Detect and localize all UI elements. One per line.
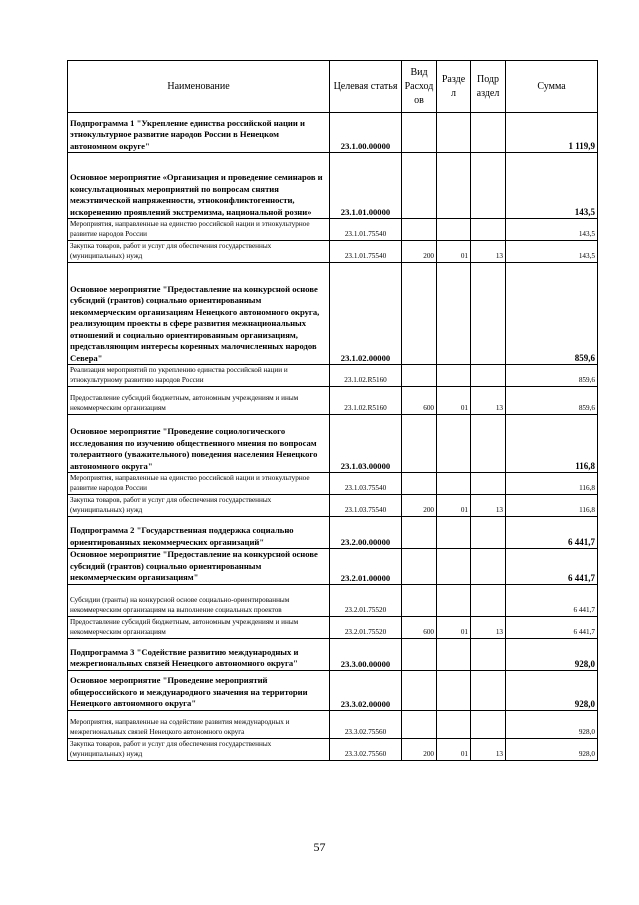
row-amount: 6 441,7 (506, 549, 598, 585)
row-subsection: 13 (471, 616, 506, 638)
row-section: 01 (437, 495, 471, 517)
row-subsection (471, 584, 506, 616)
row-subsection: 13 (471, 241, 506, 263)
row-section (437, 638, 471, 670)
table-row (68, 517, 598, 549)
row-code: 23.3.02.75560 (330, 710, 402, 738)
table-row (68, 584, 598, 616)
row-subsection (471, 219, 506, 241)
row-expense-type (402, 113, 437, 153)
row-subsection (471, 517, 506, 549)
row-code: 23.3.02.75560 (330, 738, 402, 760)
row-code: 23.2.01.75520 (330, 584, 402, 616)
row-amount: 116,8 (506, 415, 598, 473)
table-row (68, 219, 598, 241)
row-amount: 859,6 (506, 263, 598, 365)
table-row (68, 638, 598, 670)
row-subsection (471, 638, 506, 670)
row-code: 23.1.01.75540 (330, 219, 402, 241)
row-amount: 143,5 (506, 153, 598, 219)
row-name: Подпрограмма 1 "Укрепление единства российской нации и этнокультурное развитие народов России в Ненецком автономном округе" (68, 113, 330, 153)
table-header-row (68, 61, 598, 113)
row-code: 23.1.03.75540 (330, 495, 402, 517)
table-row (68, 241, 598, 263)
row-section (437, 670, 471, 710)
row-name: Субсидии (гранты) на конкурсной основе социально-ориентированным некоммерческим организациям на выполнение социальных проектов (68, 584, 330, 616)
row-section: 01 (437, 738, 471, 760)
row-expense-type: 600 (402, 387, 437, 415)
row-name: Подпрограмма 3 "Содействие развитию международных и межрегиональных связей Ненецкого автономного округа" (68, 638, 330, 670)
row-expense-type (402, 670, 437, 710)
row-amount: 928,0 (506, 738, 598, 760)
row-subsection (471, 670, 506, 710)
row-name: Реализация мероприятий по укреплению единства российской нации и этнокультурному развитию народов России (68, 365, 330, 387)
header-code: Целевая статья (330, 61, 402, 113)
row-section (437, 549, 471, 585)
row-code: 23.1.00.00000 (330, 113, 402, 153)
row-name: Основное мероприятие "Проведение социологического исследования по изучению общественного мнения по вопросам толерантного (уважительного) поведения населения Ненецкого автономного округа" (68, 415, 330, 473)
row-name: Подпрограмма 2 "Государственная поддержка социально ориентированных некоммерческих организаций" (68, 517, 330, 549)
row-section (437, 113, 471, 153)
row-code: 23.2.01.75520 (330, 616, 402, 638)
row-code: 23.3.00.00000 (330, 638, 402, 670)
header-amount: Сумма (506, 61, 598, 113)
row-section (437, 517, 471, 549)
row-name: Предоставление субсидий бюджетным, автономным учреждениям и иным некоммерческим организациям (68, 616, 330, 638)
row-subsection (471, 473, 506, 495)
row-expense-type (402, 473, 437, 495)
row-amount: 1 119,9 (506, 113, 598, 153)
row-amount: 928,0 (506, 670, 598, 710)
row-subsection (471, 710, 506, 738)
table-row (68, 738, 598, 760)
row-expense-type (402, 365, 437, 387)
table-row (68, 473, 598, 495)
row-section: 01 (437, 616, 471, 638)
row-expense-type (402, 584, 437, 616)
row-subsection (471, 153, 506, 219)
row-name: Предоставление субсидий бюджетным, автономным учреждениям и иным некоммерческим организациям (68, 387, 330, 415)
row-subsection: 13 (471, 495, 506, 517)
page-number: 57 (313, 840, 326, 854)
row-expense-type (402, 517, 437, 549)
row-amount: 6 441,7 (506, 517, 598, 549)
row-expense-type: 200 (402, 495, 437, 517)
row-expense-type (402, 263, 437, 365)
row-amount: 6 441,7 (506, 616, 598, 638)
row-amount: 116,8 (506, 495, 598, 517)
row-subsection (471, 365, 506, 387)
table-row (68, 263, 598, 365)
row-code: 23.2.01.00000 (330, 549, 402, 585)
row-section (437, 415, 471, 473)
row-amount: 928,0 (506, 638, 598, 670)
row-subsection: 13 (471, 387, 506, 415)
row-expense-type (402, 549, 437, 585)
row-subsection (471, 113, 506, 153)
header-section: Разде л (437, 61, 471, 113)
row-expense-type (402, 638, 437, 670)
row-amount: 143,5 (506, 241, 598, 263)
row-expense-type: 200 (402, 241, 437, 263)
row-amount: 859,6 (506, 387, 598, 415)
row-name: Основное мероприятие "Предоставление на конкурсной основе субсидий (грантов) социально ориентированным некоммерческим организациям Ненецкого автономного округа, реализующим проекты в сфере развития межнациональных отношений и социально ориентированным организациям, представляющим интересы коренных малочисленных народов Севера" (68, 263, 330, 365)
row-subsection (471, 415, 506, 473)
header-name: Наименование (68, 61, 330, 113)
row-section (437, 473, 471, 495)
row-amount: 143,5 (506, 219, 598, 241)
table-row (68, 495, 598, 517)
table-row (68, 113, 598, 153)
row-section (437, 263, 471, 365)
row-name: Основное мероприятие "Проведение мероприятий общероссийского и международного значения на территории Ненецкого автономного округа" (68, 670, 330, 710)
row-expense-type (402, 710, 437, 738)
row-section (437, 584, 471, 616)
row-code: 23.3.02.00000 (330, 670, 402, 710)
row-amount: 859,6 (506, 365, 598, 387)
budget-table (67, 60, 598, 761)
table-row (68, 387, 598, 415)
row-code: 23.1.02.R5160 (330, 365, 402, 387)
table-row (68, 549, 598, 585)
header-expense-type: Вид Расход ов (402, 61, 437, 113)
row-name: Основное мероприятие "Предоставление на конкурсной основе субсидий (грантов) социально ориентированным некоммерческим организациям" (68, 549, 330, 585)
row-amount: 116,8 (506, 473, 598, 495)
table-row (68, 670, 598, 710)
row-subsection: 13 (471, 738, 506, 760)
row-amount: 928,0 (506, 710, 598, 738)
row-name: Закупка товаров, работ и услуг для обеспечения государственных (муниципальных) нужд (68, 738, 330, 760)
row-name: Закупка товаров, работ и услуг для обеспечения государственных (муниципальных) нужд (68, 495, 330, 517)
row-section (437, 153, 471, 219)
header-subsection: Подр аздел (471, 61, 506, 113)
row-code: 23.1.03.00000 (330, 415, 402, 473)
row-section: 01 (437, 241, 471, 263)
row-amount: 6 441,7 (506, 584, 598, 616)
row-code: 23.1.01.00000 (330, 153, 402, 219)
row-code: 23.1.02.00000 (330, 263, 402, 365)
row-section (437, 219, 471, 241)
row-name: Мероприятия, направленные на содействие развития международных и межрегиональных связей Ненецкого автономного округа (68, 710, 330, 738)
row-code: 23.2.00.00000 (330, 517, 402, 549)
row-code: 23.1.01.75540 (330, 241, 402, 263)
row-expense-type (402, 219, 437, 241)
table-row (68, 365, 598, 387)
row-subsection (471, 549, 506, 585)
row-name: Основное мероприятие «Организация и проведение семинаров и консультационных мероприятий по вопросам снятия межэтнической напряженности, этноконфликтогенности, искоренению проявлений экстремизма, национальной розни» (68, 153, 330, 219)
row-name: Закупка товаров, работ и услуг для обеспечения государственных (муниципальных) нужд (68, 241, 330, 263)
table-row (68, 415, 598, 473)
row-section: 01 (437, 387, 471, 415)
table-row (68, 710, 598, 738)
row-section (437, 710, 471, 738)
row-section (437, 365, 471, 387)
row-code: 23.1.02.R5160 (330, 387, 402, 415)
row-name: Мероприятия, направленные на единство российской нации и этнокультурное развитие народов России (68, 473, 330, 495)
row-expense-type: 200 (402, 738, 437, 760)
table-row (68, 153, 598, 219)
row-expense-type (402, 415, 437, 473)
row-expense-type: 600 (402, 616, 437, 638)
row-code: 23.1.03.75540 (330, 473, 402, 495)
row-name: Мероприятия, направленные на единство российской нации и этнокультурное развитие народов России (68, 219, 330, 241)
row-expense-type (402, 153, 437, 219)
table-row (68, 616, 598, 638)
row-subsection (471, 263, 506, 365)
